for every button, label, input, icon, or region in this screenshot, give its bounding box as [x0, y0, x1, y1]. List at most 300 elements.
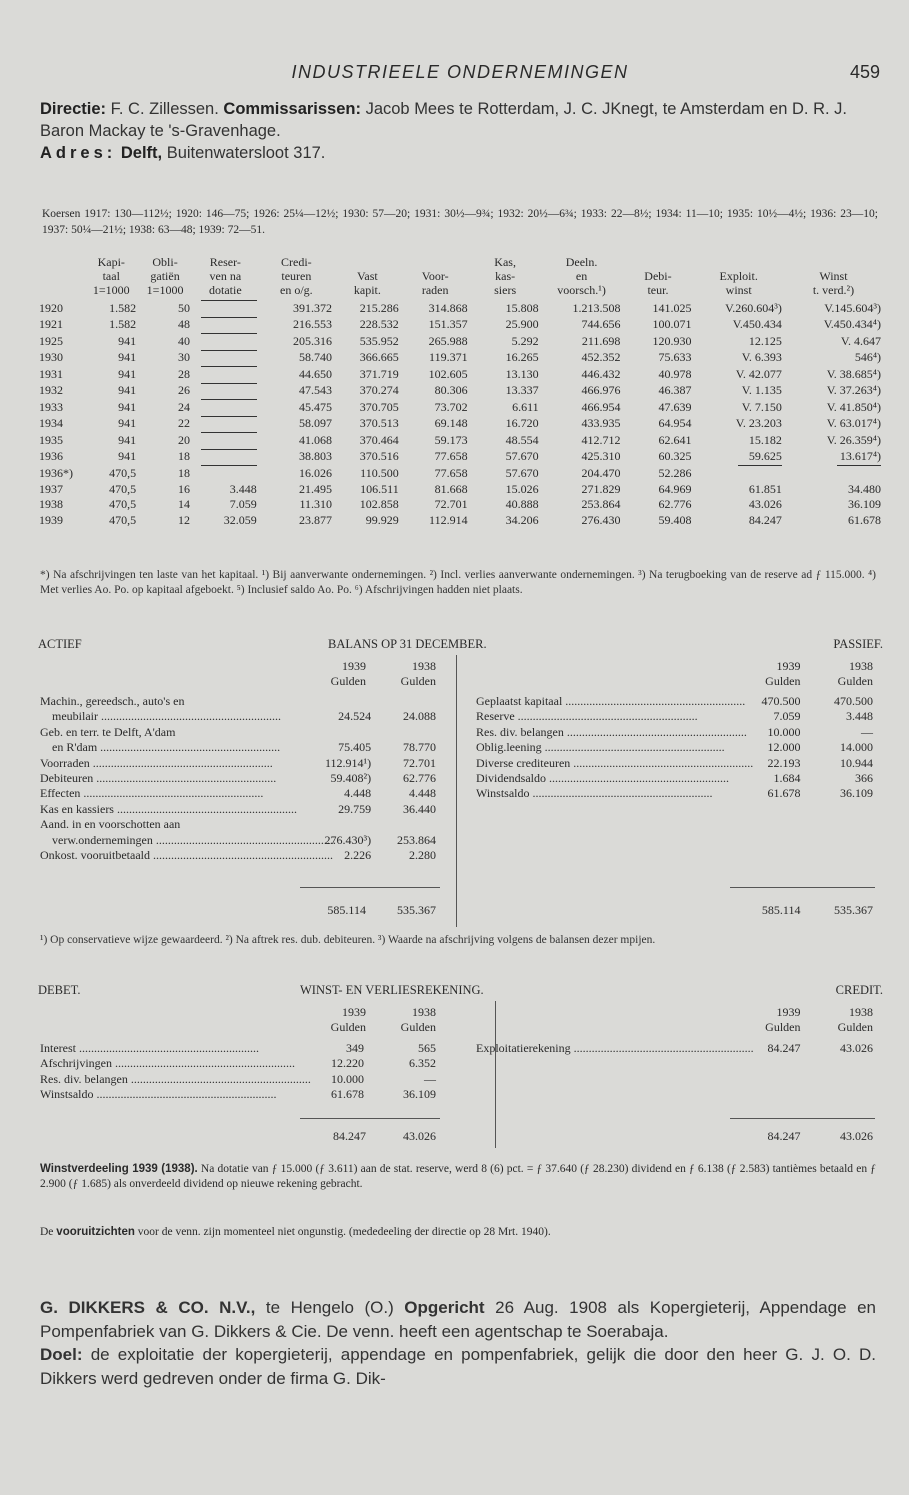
financial-history-table [37, 255, 883, 528]
item-value-1939: 61.678 [767, 786, 801, 801]
item-label: Reserve ............................................................ [476, 709, 698, 724]
item-value-1938: 36.109 [840, 786, 873, 801]
opgericht-label: Opgericht [404, 1298, 485, 1317]
year-1938: 1938 [849, 1005, 873, 1019]
item-label: Aand. in en voorschotten aan [40, 817, 181, 832]
table-row [37, 465, 883, 482]
total-1939: 84.247 [333, 1129, 366, 1143]
item-value-1938 [373, 725, 438, 740]
table-cell: 12.125 [748, 333, 782, 348]
vooruitzichten-pre: De [40, 1226, 54, 1238]
item-label: Winstsaldo ............................................................ [476, 786, 713, 801]
table-cell: 141.025 [652, 300, 692, 315]
item-value-1938: 366 [855, 771, 873, 786]
item-value-1939 [306, 817, 373, 832]
item-value-1938: 4.448 [409, 786, 436, 801]
passief-list [474, 694, 875, 802]
table-cell: 18 [177, 449, 190, 463]
dash-rule [201, 399, 257, 416]
table-cell: 3.448 [229, 481, 257, 496]
table-row [37, 317, 883, 334]
table-cell: 24 [177, 399, 190, 414]
table-row [37, 333, 883, 350]
list-item [38, 740, 438, 755]
table-cell: 61.851 [748, 481, 782, 496]
column-header: Debi- teur. [644, 269, 672, 297]
table-cell: 20 [177, 432, 190, 447]
table-row [37, 399, 883, 416]
commissarissen-label: Commissarissen: [223, 100, 361, 118]
table-cell: 59.625 [748, 449, 782, 463]
winstverdeeling [40, 1162, 876, 1192]
column-header: Exploit. winst [719, 269, 758, 297]
list-item [38, 848, 438, 863]
table-cell: 1934 [39, 416, 63, 430]
table-cell: V.260.604³) [725, 300, 782, 315]
table-cell: 314.868 [428, 300, 468, 315]
year-1938: 1938 [412, 1005, 436, 1019]
credit-year-header [730, 1005, 875, 1036]
table-cell: 470,5 [109, 497, 137, 511]
item-value-1938: 2.280 [409, 848, 436, 863]
table-cell: 57.670 [505, 465, 539, 480]
item-value-1939: 12.220 [331, 1056, 364, 1071]
table-cell: 271.829 [581, 481, 621, 496]
table-cell: 6.611 [512, 399, 539, 414]
table-row [37, 449, 883, 466]
table-cell: 43.026 [748, 497, 782, 511]
table-cell: 391.372 [293, 300, 333, 315]
table-cell: 36.109 [848, 497, 881, 511]
table-cell: 119.371 [429, 350, 468, 364]
item-value-1939 [306, 694, 373, 709]
item-value-1938: 6.352 [409, 1056, 436, 1071]
table-row [37, 482, 883, 498]
table-cell: 23.877 [299, 512, 333, 527]
total-1939: 585.114 [327, 903, 366, 917]
item-label: Afschrijvingen ............................................................ [40, 1056, 295, 1071]
list-item [474, 786, 875, 801]
table-cell [192, 399, 259, 416]
table-cell: 15.182 [748, 432, 782, 447]
table-cell: 16.265 [505, 350, 539, 364]
table-row [37, 497, 883, 513]
actief-year-header [298, 659, 438, 690]
item-value-1939: 10.000 [767, 724, 801, 739]
table-cell: 366.665 [359, 350, 399, 364]
unit-label: Gulden [400, 674, 436, 689]
table-cell [192, 432, 259, 449]
table-cell: 941 [118, 449, 137, 463]
table-cell: V. 63.017⁴) [826, 416, 881, 430]
unit-label: Gulden [837, 674, 873, 689]
total-1939: 585.114 [761, 903, 801, 917]
unit-label: Gulden [765, 674, 801, 689]
list-item [474, 756, 875, 771]
total-1939: 84.247 [767, 1129, 801, 1143]
item-label: Machin., gereedsch., auto's en [40, 694, 185, 708]
table-cell: V. 38.685⁴) [826, 366, 881, 381]
table-cell [192, 383, 259, 400]
table-cell: 62.641 [658, 432, 692, 447]
table-cell: 941 [118, 333, 137, 348]
table-cell: 48.554 [505, 432, 539, 447]
table-row [37, 416, 883, 433]
table-cell: 22 [177, 416, 190, 430]
item-label: Res. div. belangen ............................................................ [40, 1071, 311, 1086]
table-cell: V. 42.077 [735, 366, 782, 381]
table-cell: 52.286 [658, 465, 692, 480]
item-value-1938: — [861, 724, 873, 739]
table-cell: 102.858 [359, 497, 399, 511]
table-cell: 44.650 [299, 366, 333, 381]
year-1938: 1938 [849, 659, 873, 673]
dash-rule [201, 416, 257, 433]
item-value-1938: 78.770 [403, 740, 436, 755]
table-cell: 7.059 [229, 497, 257, 511]
table-cell: V. 41.850⁴) [826, 399, 881, 414]
item-value-1939: 12.000 [767, 740, 801, 755]
koersen-line: Koersen 1917: 130—112½; 1920: 146—75; 1926: 25¼—12½; 1930: 57—20; 1931: 30½—9¾; 1932: 20½—6¾; 1933: 22—8½; 1934: 11—10; 1935: 10½—4½; 1936: 23—10; 1937: 50¼—21½; 1938: 63—48; 1939: 72—51. [42, 208, 878, 236]
item-value-1938 [373, 694, 438, 709]
profit-loss-account [38, 983, 883, 1148]
item-value-1939: 10.000 [331, 1071, 364, 1086]
item-label: Onkost. vooruitbetaald ............................................................ [40, 848, 333, 863]
table-cell: 228.532 [359, 317, 399, 331]
total-1938: 43.026 [840, 1129, 873, 1143]
table-cell: 1925 [39, 333, 63, 348]
table-cell: 47.543 [299, 383, 333, 397]
table-cell: 204.470 [581, 465, 621, 480]
actief-totals [298, 903, 438, 918]
table-cell: 77.658 [434, 449, 468, 463]
dash-rule [837, 465, 881, 482]
table-cell: 18 [177, 465, 190, 480]
item-value-1938: 3.448 [846, 709, 873, 724]
table-cell: 1920 [39, 300, 63, 315]
table-cell: 58.097 [299, 416, 333, 430]
table-cell: V. 7.150 [741, 399, 782, 414]
column-header: Reser- ven na dotatie [209, 255, 242, 297]
dash-rule [201, 383, 257, 400]
table-cell: 40 [177, 333, 190, 348]
credit-total-rule [730, 1118, 875, 1119]
table-cell: 535.952 [359, 333, 399, 348]
table-cell: 5.292 [511, 333, 539, 348]
unit-label: Gulden [330, 1020, 366, 1035]
doel-text: de exploitatie der kopergieterij, appendage en pompenfabriek, gelijk die door den heer G. J. O. D. Dikkers werd gedreven onder de firma G. Dik- [40, 1345, 876, 1388]
table-cell: V.450.434 [732, 317, 782, 331]
table-cell: V. 26.359⁴) [826, 432, 881, 447]
winst-title: WINST- EN VERLIESREKENING. [300, 983, 484, 997]
directie-label: Directie: [40, 100, 107, 118]
table-cell: 941 [118, 416, 137, 430]
item-value-1938: 565 [418, 1041, 436, 1055]
item-label: Effecten ............................................................ [40, 786, 264, 801]
passief-year-header [730, 659, 875, 690]
balance-divider [456, 655, 457, 927]
table-cell: 215.286 [359, 300, 399, 315]
table-cell: 58.740 [299, 350, 333, 364]
dikkers-entry [40, 1296, 876, 1390]
adres-label: Adres: [40, 144, 117, 162]
table-cell: 370.516 [359, 449, 399, 463]
list-item [38, 694, 438, 709]
item-value-1938: — [424, 1071, 436, 1086]
winst-divider [495, 1001, 496, 1148]
table-cell [192, 300, 259, 317]
list-item [38, 1056, 438, 1071]
adres-city: Delft, [120, 144, 163, 162]
table-cell: 77.658 [434, 465, 468, 480]
table-cell: 151.357 [428, 317, 468, 331]
balance-footnotes: ¹) Op conservatieve wijze gewaardeerd. ²) Na aftrek res. dub. debiteuren. ³) Waarde na afschrijving volgens de balansen dezer mpijen. [40, 934, 656, 946]
dikkers-name: G. DIKKERS & CO. N.V., [40, 1298, 256, 1317]
balance-title: BALANS OP 31 DECEMBER. [328, 637, 487, 651]
item-value-1939 [306, 725, 373, 740]
page-header [40, 62, 880, 86]
table-cell [192, 449, 259, 466]
item-value-1938: 43.026 [840, 1041, 873, 1055]
list-item [38, 802, 438, 817]
year-1939: 1939 [776, 659, 801, 673]
passief-label: PASSIEF. [833, 637, 883, 651]
list-item [38, 709, 438, 724]
dash-rule [201, 317, 257, 334]
item-label: verw.ondernemingen ............................................................ [52, 832, 336, 847]
credit-list [474, 1041, 875, 1056]
table-cell: 120.930 [652, 333, 692, 348]
item-label: Res. div. belangen ............................................................ [476, 724, 747, 739]
table-row [37, 513, 883, 529]
table-cell: 370.705 [359, 399, 399, 414]
item-label: Diverse crediteuren ............................................................ [476, 755, 754, 770]
table-cell: 106.511 [360, 481, 399, 496]
table-cell: 1935 [39, 432, 63, 447]
table-cell [192, 366, 259, 383]
actief-total-rule [300, 887, 440, 888]
list-item [474, 1041, 875, 1056]
table-cell: 1938 [39, 497, 63, 511]
table-cell: 546⁴) [854, 350, 881, 364]
debet-totals [298, 1129, 438, 1144]
table-cell: 211.698 [581, 333, 621, 348]
balance-sheet [38, 637, 883, 927]
table-cell: 433.935 [581, 416, 621, 430]
dash-rule [201, 333, 257, 350]
dash-rule [201, 300, 257, 317]
table-cell: 253.864 [581, 497, 621, 511]
column-header: Voor- raden [421, 269, 449, 297]
winstverdeeling-text: Na dotatie van ƒ 15.000 (ƒ 3.611) aan de stat. reserve, werd 8 (6) pct. = ƒ 37.640 (ƒ 28.230) dividend en ƒ 6.138 (ƒ 2.583) tantièmes betaald en ƒ 2.900 (ƒ 1.685) als onverdeeld dividend op nieuwe rekening gebracht. [40, 1163, 876, 1190]
table-cell: 15.808 [505, 300, 539, 315]
table-cell: 38.803 [299, 449, 333, 463]
list-item [474, 694, 875, 709]
item-value-1938: 470.500 [834, 694, 873, 708]
table-cell: 16.026 [299, 465, 333, 480]
table-cell: 30 [177, 350, 190, 364]
running-title: INDUSTRIEELE ONDERNEMINGEN [291, 62, 629, 82]
page-number: 459 [849, 62, 880, 82]
table-cell: V. 23.203 [735, 416, 782, 430]
table-cell [784, 465, 883, 482]
passief-total-rule [730, 887, 875, 888]
list-item [38, 1072, 438, 1087]
table-cell: V. 1.135 [741, 383, 782, 397]
actief-list [38, 694, 438, 863]
table-cell: 11.310 [299, 497, 333, 511]
table-cell: 40.978 [658, 366, 692, 381]
item-value-1938: 62.776 [403, 771, 436, 786]
table-row [37, 366, 883, 383]
table-cell: 59.408 [658, 512, 692, 527]
table-cell: 34.206 [505, 512, 539, 527]
list-item [38, 771, 438, 786]
table-cell: V.450.434⁴) [823, 317, 881, 331]
list-item [38, 1087, 438, 1102]
table-cell: 84.247 [748, 512, 782, 527]
table-cell: 1936 [39, 449, 63, 463]
doel-label: Doel: [40, 1345, 83, 1364]
table-cell: 28 [177, 366, 190, 381]
table-cell: 48 [177, 317, 190, 331]
table-cell: 371.719 [359, 366, 399, 381]
table-row [37, 300, 883, 317]
table-cell: 425.310 [581, 449, 621, 463]
table-cell: 1930 [39, 350, 63, 364]
table-cell: 62.776 [658, 497, 692, 511]
item-value-1939: 7.059 [773, 709, 801, 724]
table-cell: 265.988 [428, 333, 468, 348]
table-cell: 45.475 [299, 399, 333, 414]
table-cell: 1932 [39, 383, 63, 397]
table-row [37, 432, 883, 449]
list-item [474, 709, 875, 724]
column-header: Deeln. en voorsch.¹) [557, 255, 606, 297]
item-value-1939: 61.678 [331, 1087, 364, 1102]
passief-totals [730, 903, 875, 918]
table-cell: 64.969 [658, 481, 692, 496]
table-cell: 466.954 [581, 399, 621, 414]
item-value-1939: 276.430³) [324, 832, 372, 847]
item-label: Voorraden ............................................................ [40, 755, 273, 770]
table-body [37, 300, 883, 528]
commissarissen-value: Jacob Mees te Rotterdam, J. C. JKnegt, te Amsterdam en D. R. J. Baron Mackay te 's-Gravenhage. [40, 100, 848, 140]
table-cell: 941 [118, 350, 137, 364]
item-value-1939: 84.247 [767, 1041, 801, 1055]
item-label: Dividendsaldo ............................................................ [476, 771, 729, 786]
item-value-1938 [373, 817, 438, 832]
vooruitzichten-text: voor de venn. zijn momenteel niet ongunstig. (mededeeling der directie op 28 Mrt. 1940). [137, 1226, 551, 1238]
table-cell: 370.464 [359, 432, 399, 447]
total-1938: 535.367 [397, 903, 436, 917]
item-value-1938: 14.000 [840, 740, 873, 755]
table-cell: 81.668 [434, 481, 468, 496]
table-cell: 941 [118, 399, 137, 414]
list-item [474, 771, 875, 786]
debet-total-rule [300, 1118, 440, 1119]
table-cell: 1921 [39, 317, 63, 331]
column-header: Vast kapit. [353, 269, 381, 297]
table-cell: 1939 [39, 512, 63, 527]
unit-label: Gulden [837, 1020, 873, 1035]
table-cell: 370.274 [359, 383, 399, 397]
column-header: Winst t. verd.²) [812, 269, 855, 297]
table-cell: 1937 [39, 481, 63, 496]
table-cell: 216.553 [293, 317, 333, 331]
winstverdeeling-label: Winstverdeeling 1939 (1938). [40, 1163, 198, 1175]
item-label: Oblig.leening ............................................................ [476, 740, 725, 755]
table-cell: 57.670 [505, 449, 539, 463]
table-cell: V. 37.263⁴) [826, 383, 881, 397]
item-label: meubilair ............................................................ [52, 709, 281, 724]
table-row [37, 350, 883, 367]
table-cell: 466.976 [581, 383, 621, 397]
dash-rule [201, 449, 257, 466]
item-label: Winstsaldo ............................................................ [40, 1087, 277, 1102]
table-header-row [37, 255, 883, 300]
table-cell [192, 317, 259, 334]
item-value-1938: 10.944 [840, 755, 873, 770]
table-cell: 34.480 [848, 481, 881, 496]
table-cell: 100.071 [652, 317, 692, 331]
table-cell: 412.712 [581, 432, 621, 447]
dash-rule [201, 465, 257, 482]
item-value-1939: 22.193 [767, 755, 801, 770]
item-value-1938: 253.864 [397, 832, 436, 847]
list-item [38, 1041, 438, 1056]
table-cell [192, 350, 259, 367]
table-cell: 14 [177, 497, 190, 511]
table-cell [192, 333, 259, 350]
item-value-1938: 36.109 [403, 1087, 436, 1102]
table-cell: 1933 [39, 399, 63, 414]
item-label: Exploitatierekening ............................................................ [476, 1041, 754, 1055]
unit-label: Gulden [765, 1020, 801, 1035]
item-value-1939: 24.524 [338, 709, 372, 724]
item-value-1939: 470.500 [761, 694, 801, 708]
table-cell: 102.605 [428, 366, 468, 381]
item-value-1939: 2.226 [344, 848, 372, 863]
credit-totals [730, 1129, 875, 1144]
item-label: Interest ............................................................ [40, 1041, 259, 1055]
table-cell: 46.387 [658, 383, 692, 397]
debet-list [38, 1041, 438, 1103]
table-cell: 73.702 [434, 399, 468, 414]
column-header: Kas, kas- siers [494, 255, 517, 297]
table-cell: 1.213.508 [572, 300, 621, 315]
table-cell: 1.582 [109, 300, 137, 315]
item-label: Kas en kassiers ............................................................ [40, 801, 297, 816]
table-cell: 69.148 [434, 416, 468, 430]
debet-label: DEBET. [38, 983, 81, 997]
table-cell: 13.130 [505, 366, 539, 381]
table-row [37, 383, 883, 400]
table-cell: 80.306 [434, 383, 468, 397]
table-cell: 47.639 [658, 399, 692, 414]
unit-label: Gulden [330, 674, 366, 689]
list-item [38, 833, 438, 848]
table-cell: 452.352 [581, 350, 621, 364]
item-label: Geb. en terr. te Delft, A'dam [40, 724, 176, 739]
table-cell: 1931 [39, 366, 63, 381]
table-cell: 75.633 [658, 350, 692, 364]
item-label: Debiteuren ............................................................ [40, 771, 277, 786]
table-cell: 110.500 [360, 465, 399, 480]
table-cell: 12 [177, 512, 190, 527]
table-cell: 470,5 [109, 481, 137, 496]
company-intro [40, 98, 880, 164]
